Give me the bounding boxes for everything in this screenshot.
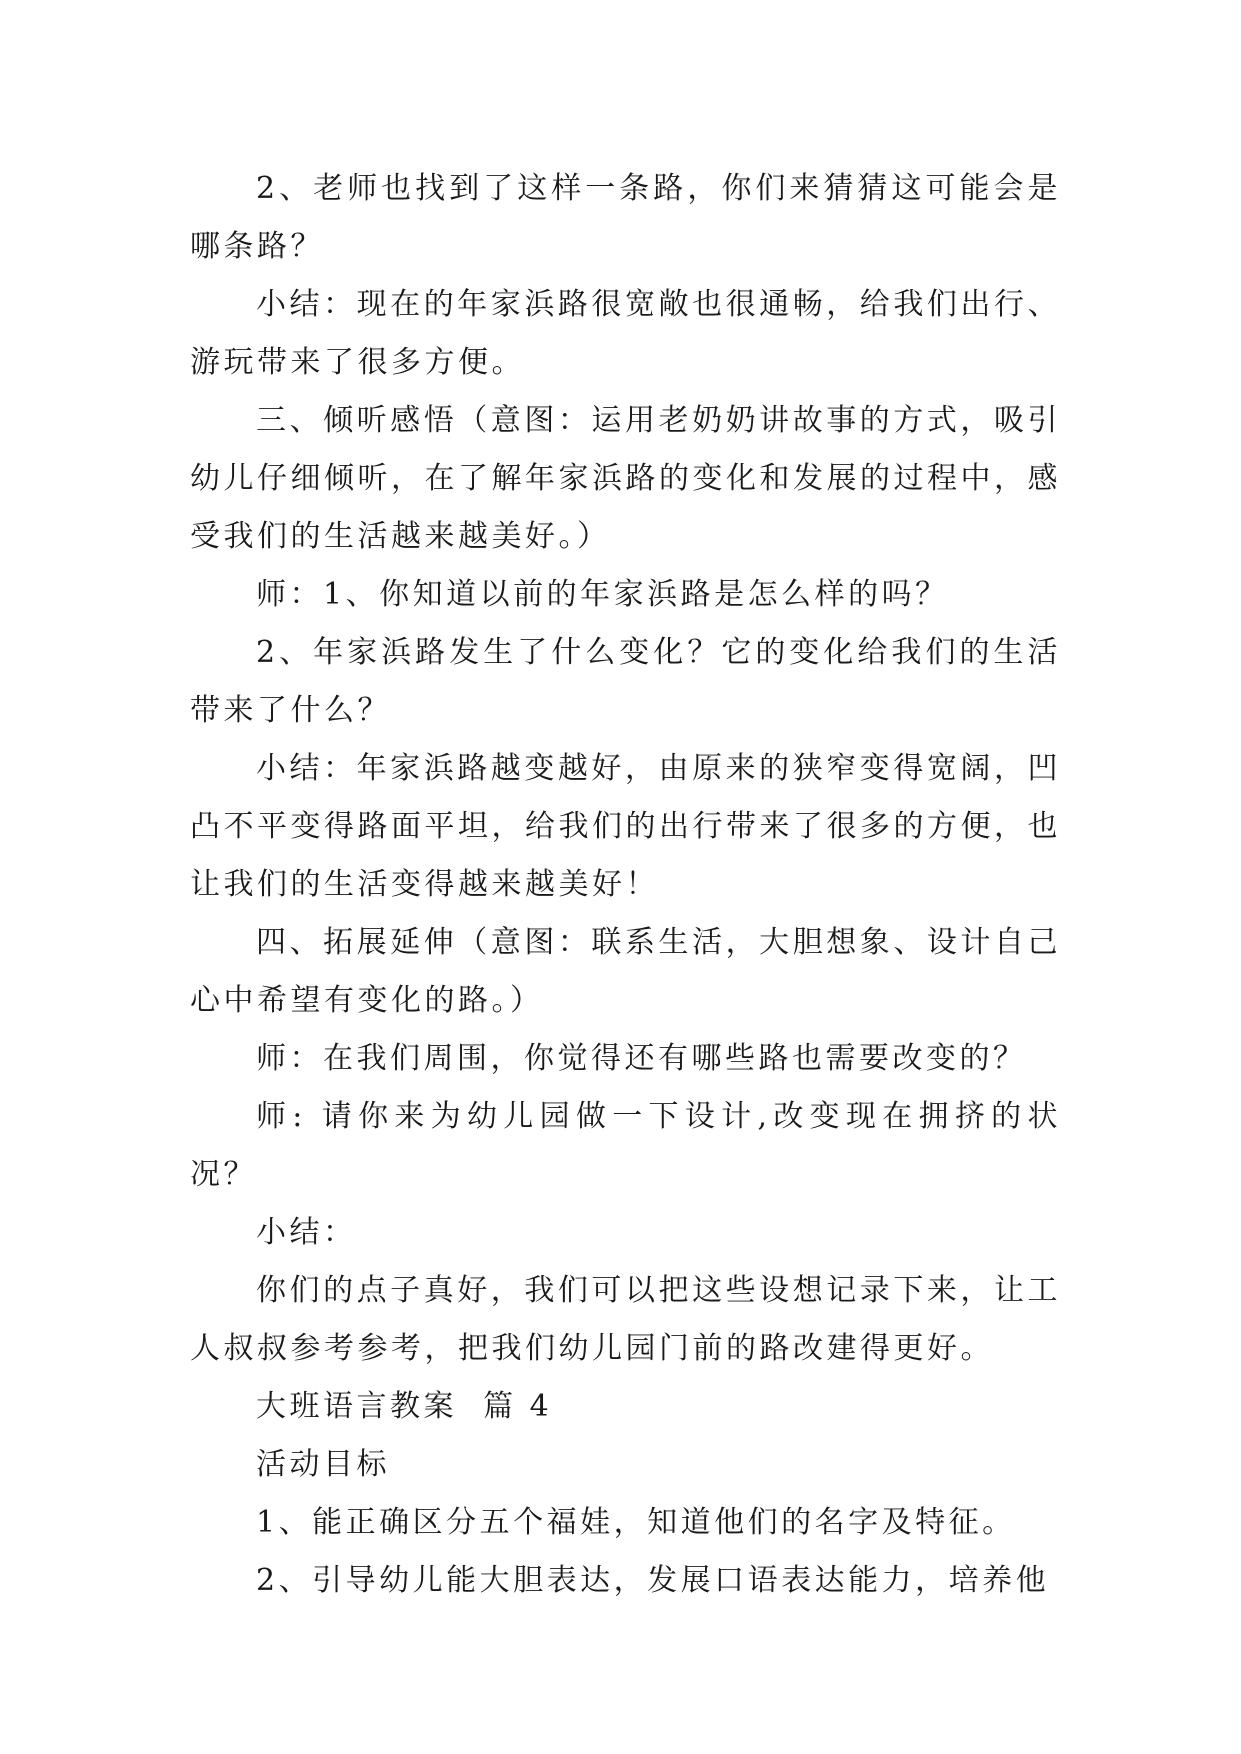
lesson-plan-heading: 大班语言教案 篇 4 [256,1389,553,1424]
paragraph-section-4: 四、拓展延伸（意图：联系生活，大胆想象、设计自己心中希望有变化的路。） [190,925,1061,1018]
paragraph-teacher-q2: 2、年家浜路发生了什么变化？它的变化给我们的生活带来了什么？ [190,635,1061,728]
goal-item-1: 1、能正确区分五个福娃，知道他们的名字及特征。 [256,1505,1016,1540]
paragraph-summary-3-label: 小结： [256,1215,357,1250]
paragraph-summary-2: 小结：年家浜路越变越好，由原来的狭窄变得宽阔，凹凸不平变得路面平坦，给我们的出行带来了很多的方便，也让我们的生活变得越来越美好！ [190,751,1061,902]
paragraph-section-3: 三、倾听感悟（意图：运用老奶奶讲故事的方式，吸引幼儿仔细倾听，在了解年家浜路的变化和发展的过程中，感受我们的生活越来越美好。） [190,403,1061,554]
activity-goals-heading: 活动目标 [256,1447,390,1482]
paragraph-teacher-q1: 师：1、你知道以前的年家浜路是怎么样的吗？ [256,577,949,612]
paragraph-guess-road: 2、老师也找到了这样一条路，你们来猜猜这可能会是哪条路？ [190,171,1061,264]
paragraph-teacher-q4: 师: 请你来为幼儿园做一下设计,改变现在拥挤的状况？ [190,1099,1061,1192]
paragraph-summary-1: 小结：现在的年家浜路很宽敞也很通畅，给我们出行、游玩带来了很多方便。 [190,287,1061,380]
paragraph-teacher-q3: 师：在我们周围，你觉得还有哪些路也需要改变的？ [256,1041,1027,1076]
goal-item-2: 2、引导幼儿能大胆表达，发展口语表达能力，培养他 [256,1563,1050,1598]
paragraph-summary-3-text: 你们的点子真好，我们可以把这些设想记录下来，让工人叔叔参考参考，把我们幼儿园门前的路改建得更好。 [190,1273,1061,1366]
